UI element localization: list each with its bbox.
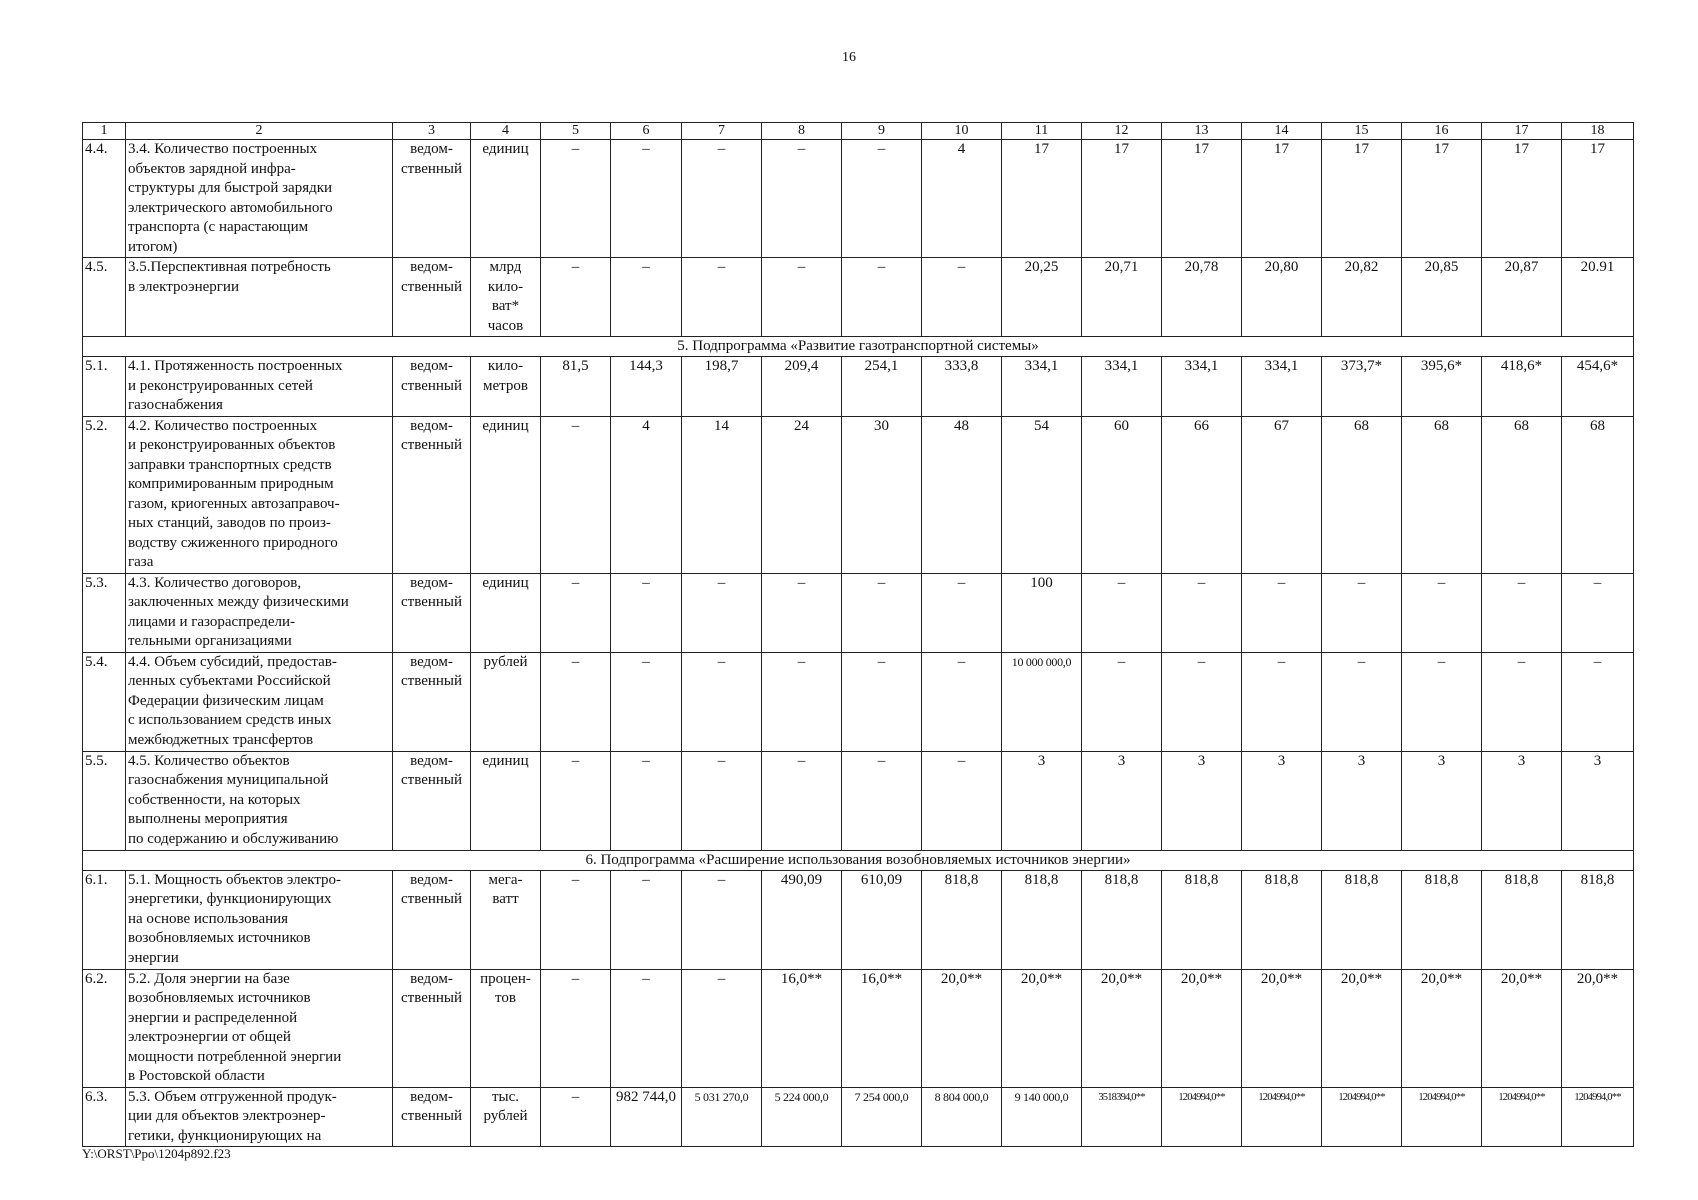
value-cell: 16,0** — [842, 969, 922, 1087]
column-number: 2 — [126, 123, 393, 140]
value-cell: 5 224 000,0 — [762, 1087, 842, 1147]
value-cell: 17 — [1402, 140, 1482, 258]
unit-of-measure: мега- ватт — [471, 870, 541, 969]
value-cell: – — [611, 140, 682, 258]
column-number: 8 — [762, 123, 842, 140]
value-cell: 1204994,0** — [1162, 1087, 1242, 1147]
data-source: ведом- ственный — [393, 573, 471, 652]
column-number: 14 — [1242, 123, 1322, 140]
value-cell: – — [922, 751, 1002, 850]
value-cell: – — [611, 751, 682, 850]
value-cell: – — [611, 573, 682, 652]
value-cell: 4 — [611, 416, 682, 573]
indicator-name: 4.3. Количество договоров, заключенных между физическими лицами и газораспредели- тельными организациями — [126, 573, 393, 652]
row-number: 5.1. — [83, 357, 126, 417]
value-cell: 818,8 — [1162, 870, 1242, 969]
value-cell: – — [541, 870, 611, 969]
value-cell: 4 — [922, 140, 1002, 258]
table-row — [83, 1087, 1634, 1147]
value-cell: 395,6* — [1402, 357, 1482, 417]
value-cell: 30 — [842, 416, 922, 573]
value-cell: – — [1082, 652, 1162, 751]
value-cell: – — [842, 573, 922, 652]
column-number: 9 — [842, 123, 922, 140]
unit-of-measure: единиц — [471, 140, 541, 258]
value-cell: 20,71 — [1082, 258, 1162, 337]
indicator-name: 4.5. Количество объектов газоснабжения муниципальной собственности, на которых выполнены мероприятия по содержанию и обслуживанию — [126, 751, 393, 850]
column-number: 15 — [1322, 123, 1402, 140]
value-cell: 16,0** — [762, 969, 842, 1087]
value-cell: – — [611, 652, 682, 751]
value-cell: 254,1 — [842, 357, 922, 417]
value-cell: 209,4 — [762, 357, 842, 417]
value-cell: 3 — [1482, 751, 1562, 850]
value-cell: 66 — [1162, 416, 1242, 573]
value-cell: 334,1 — [1082, 357, 1162, 417]
value-cell: 20,0** — [1242, 969, 1322, 1087]
value-cell: 818,8 — [1562, 870, 1634, 969]
subprogram-heading: 5. Подпрограмма «Развитие газотранспортной системы» — [83, 337, 1634, 357]
row-number: 5.3. — [83, 573, 126, 652]
value-cell: 20,87 — [1482, 258, 1562, 337]
value-cell: 20,0** — [1322, 969, 1402, 1087]
unit-of-measure: единиц — [471, 573, 541, 652]
value-cell: 10 000 000,0 — [1002, 652, 1082, 751]
column-number: 11 — [1002, 123, 1082, 140]
value-cell: – — [682, 751, 762, 850]
row-number: 6.1. — [83, 870, 126, 969]
column-number-row — [83, 123, 1634, 140]
value-cell: – — [611, 870, 682, 969]
value-cell: 20,80 — [1242, 258, 1322, 337]
value-cell: 20,0** — [1402, 969, 1482, 1087]
value-cell: 24 — [762, 416, 842, 573]
value-cell: – — [1322, 573, 1402, 652]
unit-of-measure: кило- метров — [471, 357, 541, 417]
value-cell: 454,6* — [1562, 357, 1634, 417]
value-cell: 8 804 000,0 — [922, 1087, 1002, 1147]
column-number: 6 — [611, 123, 682, 140]
value-cell: – — [682, 870, 762, 969]
value-cell: 20,0** — [1002, 969, 1082, 1087]
value-cell: – — [762, 573, 842, 652]
value-cell: 818,8 — [922, 870, 1002, 969]
value-cell: 20,82 — [1322, 258, 1402, 337]
table-row — [83, 870, 1634, 969]
file-path-footer: Y:\ORST\Ppo\1204p892.f23 — [82, 1146, 231, 1161]
value-cell: 17 — [1002, 140, 1082, 258]
unit-of-measure: тыс. рублей — [471, 1087, 541, 1147]
column-number: 12 — [1082, 123, 1162, 140]
value-cell: – — [1482, 652, 1562, 751]
value-cell: 3 — [1002, 751, 1082, 850]
column-number: 18 — [1562, 123, 1634, 140]
table-row — [83, 258, 1634, 337]
indicator-name: 5.2. Доля энергии на базе возобновляемых источников энергии и распределенной электроэнергии от общей мощности потребленной энергии в Ростовской области — [126, 969, 393, 1087]
column-number: 17 — [1482, 123, 1562, 140]
value-cell: 144,3 — [611, 357, 682, 417]
page-number: 16 — [842, 50, 856, 65]
value-cell: 17 — [1242, 140, 1322, 258]
value-cell: – — [762, 140, 842, 258]
value-cell: 20,0** — [1082, 969, 1162, 1087]
value-cell: 9 140 000,0 — [1002, 1087, 1082, 1147]
value-cell: 54 — [1002, 416, 1082, 573]
value-cell: 610,09 — [842, 870, 922, 969]
value-cell: – — [541, 1087, 611, 1147]
value-cell: – — [762, 652, 842, 751]
value-cell: 17 — [1162, 140, 1242, 258]
data-source: ведом- ственный — [393, 870, 471, 969]
value-cell: 20,0** — [1162, 969, 1242, 1087]
data-source: ведом- ственный — [393, 416, 471, 573]
value-cell: – — [541, 140, 611, 258]
value-cell: 5 031 270,0 — [682, 1087, 762, 1147]
value-cell: 3 — [1082, 751, 1162, 850]
value-cell: 3518394,0** — [1082, 1087, 1162, 1147]
table-row — [83, 140, 1634, 258]
value-cell: 334,1 — [1162, 357, 1242, 417]
column-number: 16 — [1402, 123, 1482, 140]
value-cell: 818,8 — [1482, 870, 1562, 969]
row-number: 6.2. — [83, 969, 126, 1087]
value-cell: 818,8 — [1242, 870, 1322, 969]
unit-of-measure: единиц — [471, 416, 541, 573]
value-cell: – — [611, 258, 682, 337]
column-number: 3 — [393, 123, 471, 140]
value-cell: 17 — [1322, 140, 1402, 258]
row-number: 4.5. — [83, 258, 126, 337]
value-cell: – — [682, 573, 762, 652]
value-cell: 20,85 — [1402, 258, 1482, 337]
value-cell: – — [1482, 573, 1562, 652]
data-source: ведом- ственный — [393, 1087, 471, 1147]
row-number: 5.2. — [83, 416, 126, 573]
column-number: 7 — [682, 123, 762, 140]
indicator-name: 5.1. Мощность объектов электро- энергетики, функционирующих на основе использования возобновляемых источников энергии — [126, 870, 393, 969]
value-cell: – — [541, 416, 611, 573]
value-cell: 818,8 — [1402, 870, 1482, 969]
data-source: ведом- ственный — [393, 652, 471, 751]
indicator-name: 3.5.Перспективная потребность в электроэнергии — [126, 258, 393, 337]
value-cell: 333,8 — [922, 357, 1002, 417]
value-cell: – — [1402, 573, 1482, 652]
indicator-name: 5.3. Объем отгруженной продук- ции для объектов электроэнер- гетики, функционирующих на — [126, 1087, 393, 1147]
value-cell: – — [842, 258, 922, 337]
value-cell: 20,0** — [1482, 969, 1562, 1087]
value-cell: – — [1322, 652, 1402, 751]
value-cell: 1204994,0** — [1402, 1087, 1482, 1147]
data-source: ведом- ственный — [393, 751, 471, 850]
column-number: 10 — [922, 123, 1002, 140]
value-cell: – — [682, 258, 762, 337]
column-number: 13 — [1162, 123, 1242, 140]
table-row — [83, 969, 1634, 1087]
value-cell: – — [922, 258, 1002, 337]
column-number: 5 — [541, 123, 611, 140]
unit-of-measure: млрд кило- ват* часов — [471, 258, 541, 337]
value-cell: – — [541, 573, 611, 652]
data-source: ведом- ственный — [393, 357, 471, 417]
data-source: ведом- ственный — [393, 969, 471, 1087]
value-cell: 818,8 — [1082, 870, 1162, 969]
value-cell: 1204994,0** — [1322, 1087, 1402, 1147]
value-cell: 68 — [1482, 416, 1562, 573]
value-cell: – — [1562, 573, 1634, 652]
value-cell: – — [842, 652, 922, 751]
indicator-name: 4.2. Количество построенных и реконструированных объектов заправки транспортных средств компримированным природным газом, криогенных автозаправоч- ных станций, заводов по произ- водству сжиженного природного газа — [126, 416, 393, 573]
value-cell: – — [842, 140, 922, 258]
value-cell: – — [1162, 573, 1242, 652]
value-cell: – — [1402, 652, 1482, 751]
value-cell: 1204994,0** — [1242, 1087, 1322, 1147]
value-cell: 198,7 — [682, 357, 762, 417]
value-cell: – — [1562, 652, 1634, 751]
value-cell: 20,78 — [1162, 258, 1242, 337]
table-row — [83, 416, 1634, 573]
value-cell: 3 — [1242, 751, 1322, 850]
value-cell: 1204994,0** — [1482, 1087, 1562, 1147]
value-cell: 17 — [1562, 140, 1634, 258]
value-cell: 68 — [1562, 416, 1634, 573]
value-cell: – — [541, 652, 611, 751]
value-cell: 334,1 — [1242, 357, 1322, 417]
value-cell: 20,25 — [1002, 258, 1082, 337]
value-cell: 818,8 — [1322, 870, 1402, 969]
value-cell: 7 254 000,0 — [842, 1087, 922, 1147]
value-cell: – — [1082, 573, 1162, 652]
value-cell: 20,0** — [922, 969, 1002, 1087]
value-cell: 14 — [682, 416, 762, 573]
value-cell: – — [922, 573, 1002, 652]
value-cell: – — [682, 140, 762, 258]
subprogram-heading: 6. Подпрограмма «Расширение использования возобновляемых источников энергии» — [83, 850, 1634, 870]
indicators-table — [82, 122, 1634, 1147]
column-number: 4 — [471, 123, 541, 140]
table-row — [83, 652, 1634, 751]
value-cell: – — [541, 258, 611, 337]
value-cell: – — [762, 751, 842, 850]
value-cell: – — [682, 969, 762, 1087]
unit-of-measure: единиц — [471, 751, 541, 850]
value-cell: 334,1 — [1002, 357, 1082, 417]
value-cell: 20.91 — [1562, 258, 1634, 337]
value-cell: – — [541, 969, 611, 1087]
value-cell: 373,7* — [1322, 357, 1402, 417]
indicator-name: 3.4. Количество построенных объектов зарядной инфра- структуры для быстрой зарядки электрического автомобильного транспорта (с нарастающим итогом) — [126, 140, 393, 258]
value-cell: 3 — [1322, 751, 1402, 850]
value-cell: 3 — [1402, 751, 1482, 850]
value-cell: 17 — [1082, 140, 1162, 258]
value-cell: 3 — [1162, 751, 1242, 850]
value-cell: 17 — [1482, 140, 1562, 258]
unit-of-measure: процен- тов — [471, 969, 541, 1087]
value-cell: 20,0** — [1562, 969, 1634, 1087]
value-cell: – — [842, 751, 922, 850]
row-number: 4.4. — [83, 140, 126, 258]
subprogram-heading-row — [83, 337, 1634, 357]
value-cell: 48 — [922, 416, 1002, 573]
table-row — [83, 573, 1634, 652]
indicator-name: 4.1. Протяженность построенных и реконструированных сетей газоснабжения — [126, 357, 393, 417]
value-cell: – — [611, 969, 682, 1087]
value-cell: 81,5 — [541, 357, 611, 417]
value-cell: 68 — [1402, 416, 1482, 573]
value-cell: – — [1162, 652, 1242, 751]
subprogram-heading-row — [83, 850, 1634, 870]
value-cell: 490,09 — [762, 870, 842, 969]
data-source: ведом- ственный — [393, 258, 471, 337]
column-number: 1 — [83, 123, 126, 140]
value-cell: 68 — [1322, 416, 1402, 573]
indicator-name: 4.4. Объем субсидий, предостав- ленных субъектами Российской Федерации физическим лицам с использованием средств иных межбюджетных трансфертов — [126, 652, 393, 751]
row-number: 5.4. — [83, 652, 126, 751]
value-cell: – — [1242, 573, 1322, 652]
row-number: 5.5. — [83, 751, 126, 850]
value-cell: – — [922, 652, 1002, 751]
unit-of-measure: рублей — [471, 652, 541, 751]
row-number: 6.3. — [83, 1087, 126, 1147]
value-cell: 1204994,0** — [1562, 1087, 1634, 1147]
value-cell: 3 — [1562, 751, 1634, 850]
value-cell: 418,6* — [1482, 357, 1562, 417]
value-cell: – — [762, 258, 842, 337]
table-row — [83, 751, 1634, 850]
value-cell: – — [682, 652, 762, 751]
value-cell: 982 744,0 — [611, 1087, 682, 1147]
table-row — [83, 357, 1634, 417]
value-cell: 67 — [1242, 416, 1322, 573]
value-cell: 100 — [1002, 573, 1082, 652]
value-cell: 818,8 — [1002, 870, 1082, 969]
value-cell: – — [541, 751, 611, 850]
value-cell: 60 — [1082, 416, 1162, 573]
data-source: ведом- ственный — [393, 140, 471, 258]
value-cell: – — [1242, 652, 1322, 751]
